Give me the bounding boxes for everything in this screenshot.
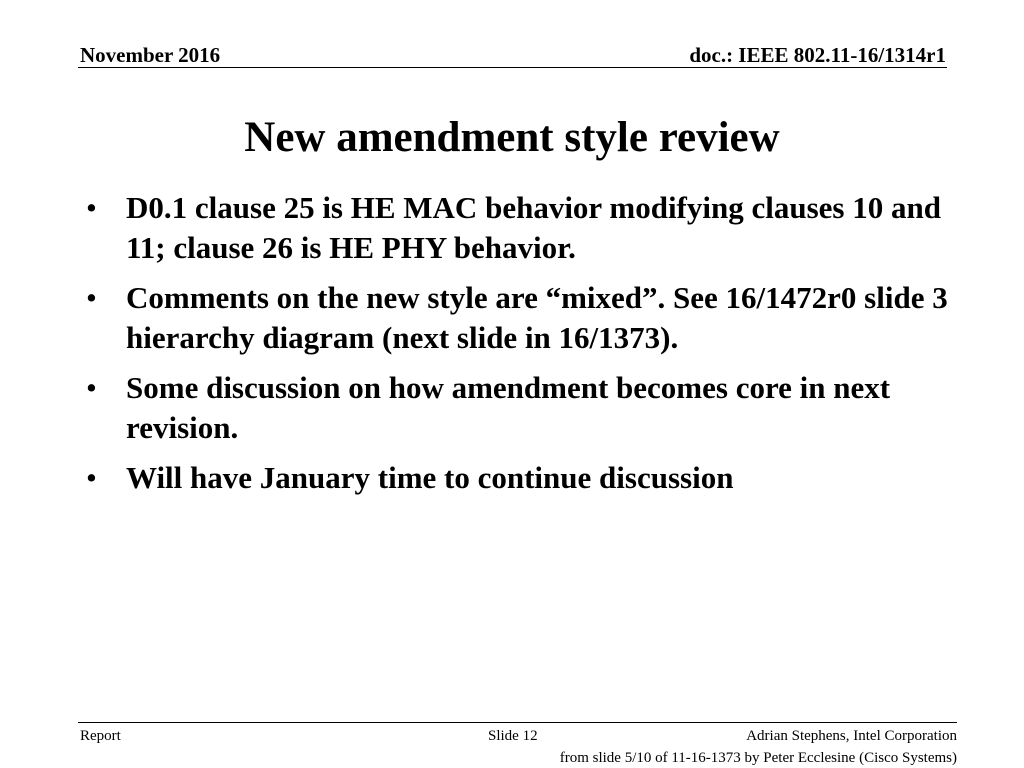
bullet-icon: • (86, 190, 97, 225)
bullet-list (78, 188, 958, 508)
bullet-text: D0.1 clause 25 is HE MAC behavior modifying clauses 10 and 11; clause 26 is HE PHY behavior. (126, 190, 941, 265)
header-doc-id: doc.: IEEE 802.11-16/1314r1 (689, 43, 946, 67)
bullet-text: Will have January time to continue discussion (126, 460, 734, 495)
bullet-icon: • (86, 370, 97, 405)
bullet-item (78, 278, 958, 358)
footer-author: Adrian Stephens, Intel Corporation (746, 728, 957, 744)
bullet-icon: • (86, 280, 97, 315)
header-divider (78, 67, 947, 68)
bullet-item (78, 458, 958, 498)
bullet-text: Some discussion on how amendment becomes core in next revision. (126, 370, 891, 445)
footer-source-note: from slide 5/10 of 11-16-1373 by Peter Ecclesine (Cisco Systems) (559, 750, 957, 766)
footer-divider (78, 722, 957, 723)
bullet-icon: • (86, 460, 97, 495)
bullet-text: Comments on the new style are “mixed”. See 16/1472r0 slide 3 hierarchy diagram (next slide in 16/1373). (126, 280, 948, 355)
footer-label: Report (80, 728, 121, 744)
bullet-item (78, 368, 958, 448)
slide-title: New amendment style review (244, 114, 780, 161)
header-date: November 2016 (80, 43, 221, 67)
slide-number: Slide 12 (488, 728, 538, 744)
bullet-item (78, 188, 958, 268)
